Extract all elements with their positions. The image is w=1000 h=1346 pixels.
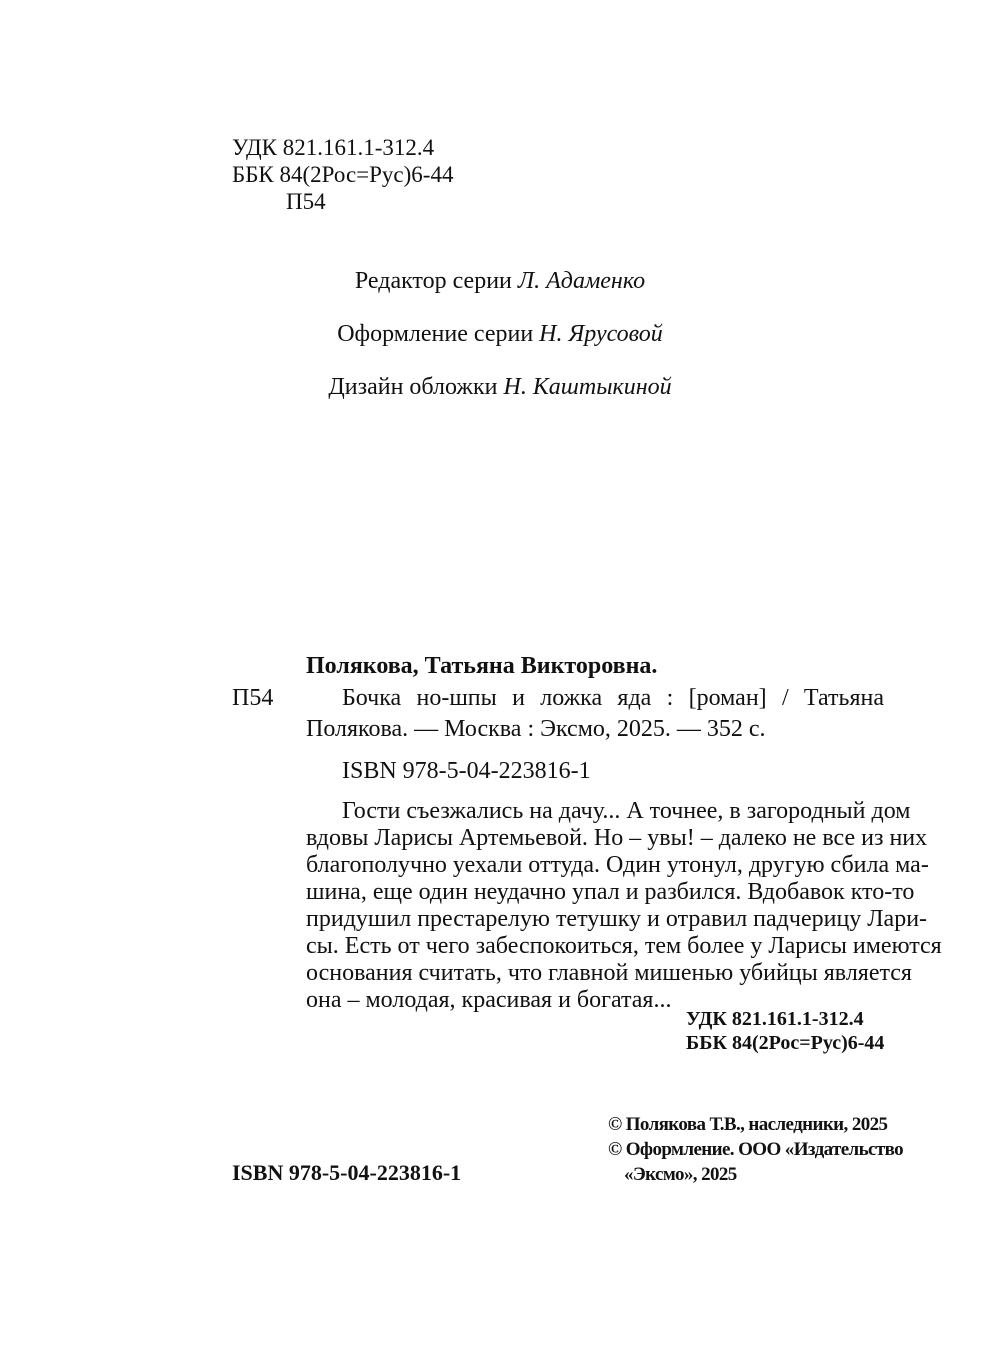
credit-name: Л. Адаменко [517,268,646,294]
catalog-author-mark: П54 [232,685,274,711]
credit-role: Дизайн обложки [328,374,498,400]
annotation-line: основания считать, что главной мишенью убийцы является [306,960,912,986]
credit-name: Н. Ярусовой [539,321,663,347]
copyright-design: © Оформление. ООО «Издательство [608,1139,904,1160]
catalog-title-line-1: Бочка но-шпы и ложка яда : [роман] / Татьяна [342,685,884,711]
annotation-line: Гости съезжались на дачу... А точнее, в загородный дом [342,798,911,824]
annotation-line: сы. Есть от чего забеспокоиться, тем более у Ларисы имеются [306,933,942,959]
catalog-udk: УДК 821.161.1-312.4 [686,1008,864,1030]
footer-isbn: ISBN 978-5-04-223816-1 [232,1160,462,1185]
catalog-title-line-2: Полякова. — Москва : Эксмо, 2025. — 352 с. [306,716,766,742]
header-author-mark: П54 [286,189,326,214]
credit-series-editor [0,266,1000,296]
credit-cover-design [0,372,1000,402]
credit-series-design [0,319,1000,349]
credit-role: Оформление серии [337,321,534,347]
annotation-line: придушил престарелую тетушку и отравил падчерицу Лари- [306,906,928,932]
annotation-line: шина, еще один неудачно упал и разбился. Вдобавок кто-то [306,879,915,905]
credit-name: Н. Каштыкиной [503,374,672,400]
annotation-line: благополучно уехали оттуда. Один утонул, другую сбила ма- [306,852,929,878]
annotation-line: она – молодая, красивая и богатая... [306,987,672,1013]
catalog-author-heading: Полякова, Татьяна Викторовна. [306,653,658,679]
copyright-publisher: «Эксмо», 2025 [624,1164,737,1185]
copyright-author: © Полякова Т.В., наследники, 2025 [608,1114,888,1135]
credit-role: Редактор серии [354,268,512,294]
header-udk: УДК 821.161.1-312.4 [232,135,435,160]
header-bbk: ББК 84(2Рос=Рус)6-44 [232,162,454,187]
annotation-line: вдовы Ларисы Артемьевой. Но – увы! – далеко не все из них [306,825,928,851]
catalog-bbk: ББК 84(2Рос=Рус)6-44 [686,1032,885,1054]
catalog-isbn: ISBN 978-5-04-223816-1 [342,758,591,784]
